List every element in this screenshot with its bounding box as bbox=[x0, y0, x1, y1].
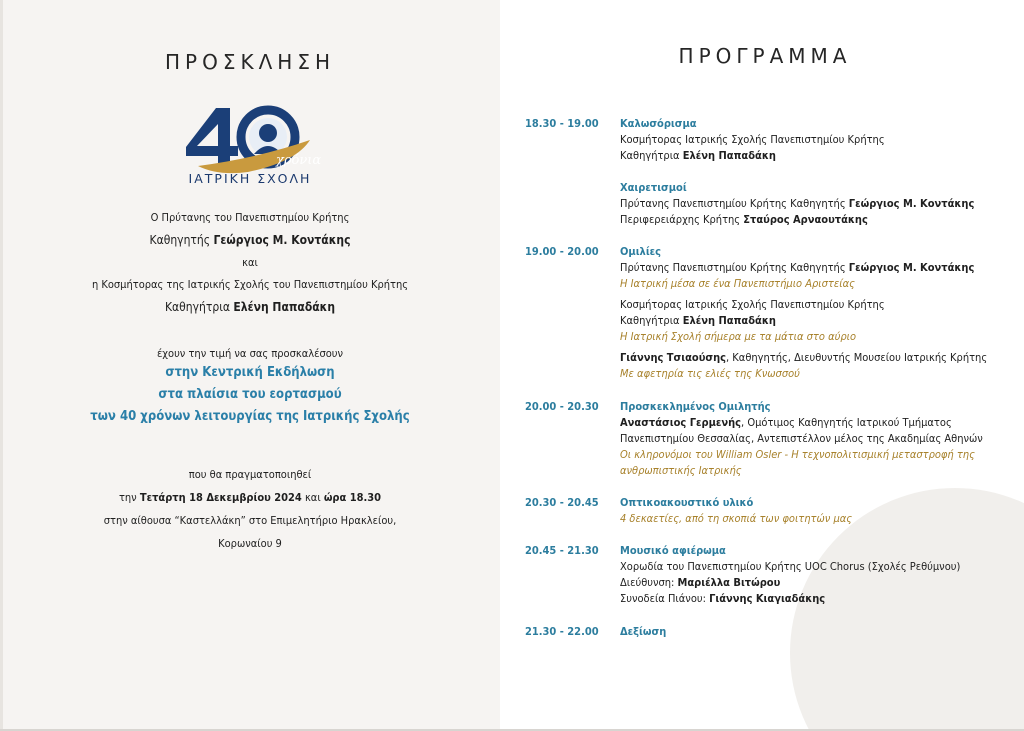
event-address: Κορωναίου 9 bbox=[218, 537, 282, 550]
event-line-3: των 40 χρόνων λειτουργίας της Ιατρικής Σχολής bbox=[90, 409, 410, 424]
talk-title: Η Ιατρική Σχολή σήμερα με τα μάτια στο αύριο bbox=[620, 330, 857, 343]
program-item-title: Μουσικό αφιέρωμα bbox=[620, 544, 726, 557]
program-text: Περιφερειάρχης Κρήτης Σταύρος Αρναουτάκης bbox=[620, 213, 868, 226]
logo-word: χρόνια bbox=[276, 153, 322, 168]
host-dean-line: η Κοσμήτορας της Ιατρικής Σχολής του Πανεπιστημίου Κρήτης bbox=[91, 278, 409, 291]
program-time: 18.30 - 19.00 bbox=[525, 117, 599, 130]
host-rector-name: Γεώργιος Μ. Κοντάκης bbox=[213, 233, 351, 247]
program-time: 20.30 - 20.45 bbox=[525, 496, 599, 509]
program-time: 20.00 - 20.30 bbox=[525, 400, 599, 413]
program-time: 20.45 - 21.30 bbox=[525, 544, 599, 557]
host-dean-name: Ελένη Παπαδάκη bbox=[233, 300, 336, 314]
program-item-title: Ομιλίες bbox=[620, 245, 662, 258]
program-text: Συνοδεία Πιάνου: Γιάννης Κιαγιαδάκης bbox=[620, 592, 826, 605]
program-time: 19.00 - 20.00 bbox=[525, 245, 599, 258]
invitation-title: ΠΡΟΣΚΛΗΣΗ bbox=[165, 50, 335, 74]
program-text: Πρύτανης Πανεπιστημίου Κρήτης Καθηγητής Γεώργιος Μ. Κοντάκης bbox=[620, 197, 975, 210]
program-text: Κοσμήτορας Ιατρικής Σχολής Πανεπιστημίου Κρήτης bbox=[620, 133, 885, 146]
logo-four-glyph bbox=[186, 108, 238, 170]
program-text: Πρύτανης Πανεπιστημίου Κρήτης Καθηγητής Γεώργιος Μ. Κοντάκης bbox=[620, 261, 975, 274]
program-item-title: Οπτικοακουστικό υλικό bbox=[620, 496, 754, 509]
event-venue: στην αίθουσα “Καστελλάκη” στο Επιμελητήριο Ηρακλείου, bbox=[103, 514, 397, 527]
program-text: Καθηγήτρια Ελένη Παπαδάκη bbox=[620, 314, 776, 327]
logo-portrait bbox=[259, 124, 277, 142]
program-text: Πανεπιστημίου Θεσσαλίας, Αντεπιστέλλον μέλος της Ακαδημίας Αθηνών bbox=[620, 432, 983, 445]
host-dean-name-line: Καθηγήτρια Ελένη Παπαδάκη bbox=[164, 300, 336, 314]
and-text: και bbox=[242, 256, 258, 269]
program-text: Χορωδία του Πανεπιστημίου Κρήτης UOC Chorus (Σχολές Ρεθύμνου) bbox=[620, 560, 961, 573]
program-time: 21.30 - 22.00 bbox=[525, 625, 599, 638]
program-item-title: Χαιρετισμοί bbox=[620, 181, 687, 194]
program-item-title: Προσκεκλημένος Ομιλητής bbox=[620, 400, 771, 413]
talk-title: ανθρωπιστικής Ιατρικής bbox=[620, 464, 742, 477]
program-text: Διεύθυνση: Μαριέλλα Βιτώρου bbox=[620, 576, 781, 589]
event-line-2: στα πλαίσια του εορτασμού bbox=[158, 387, 342, 402]
program-item-title: Δεξίωση bbox=[620, 625, 667, 638]
program-text: Καθηγήτρια Ελένη Παπαδάκη bbox=[620, 149, 776, 162]
host-rector-line: Ο Πρύτανης του Πανεπιστημίου Κρήτης bbox=[150, 211, 350, 224]
program-item-title: Καλωσόρισμα bbox=[620, 117, 697, 130]
details-intro: που θα πραγματοποιηθεί bbox=[188, 468, 312, 481]
event-date-time: την Τετάρτη 18 Δεκεμβρίου 2024 και ώρα 18.30 bbox=[118, 491, 382, 504]
program-page bbox=[500, 0, 1024, 731]
logo-subtitle: ΙΑΤΡΙΚΗ ΣΧΟΛΗ bbox=[188, 171, 312, 186]
talk-title: Οι κληρονόμοι του William Osler - Η τεχνοπολιτισμική μεταστροφή της bbox=[620, 448, 975, 461]
program-title: ΠΡΟΓΡΑΜΜΑ bbox=[678, 44, 852, 68]
program-text: Γιάννης Τσιαούσης, Καθηγητής, Διευθυντής Μουσείου Ιατρικής Κρήτης bbox=[620, 351, 988, 364]
program-text: Κοσμήτορας Ιατρικής Σχολής Πανεπιστημίου Κρήτης bbox=[620, 298, 885, 311]
event-date: Τετάρτη 18 Δεκεμβρίου 2024 bbox=[139, 491, 302, 504]
event-line-1: στην Κεντρική Εκδήλωση bbox=[165, 365, 335, 380]
talk-title: Με αφετηρία τις ελιές της Κνωσσού bbox=[620, 367, 800, 380]
host-rector-name-line: Καθηγητής Γεώργιος Μ. Κοντάκης bbox=[149, 233, 351, 247]
invite-intro: έχουν την τιμή να σας προσκαλέσουν bbox=[156, 347, 344, 360]
talk-title: 4 δεκαετίες, από τη σκοπιά των φοιτητών μας bbox=[620, 512, 853, 525]
program-text: Αναστάσιος Γερμενής, Ομότιμος Καθηγητής Ιατρικού Τμήματος bbox=[620, 416, 952, 429]
invitation-page bbox=[0, 0, 500, 731]
event-time: ώρα 18.30 bbox=[323, 491, 382, 504]
talk-title: Η Ιατρική μέσα σε ένα Πανεπιστήμιο Αριστείας bbox=[620, 277, 855, 290]
